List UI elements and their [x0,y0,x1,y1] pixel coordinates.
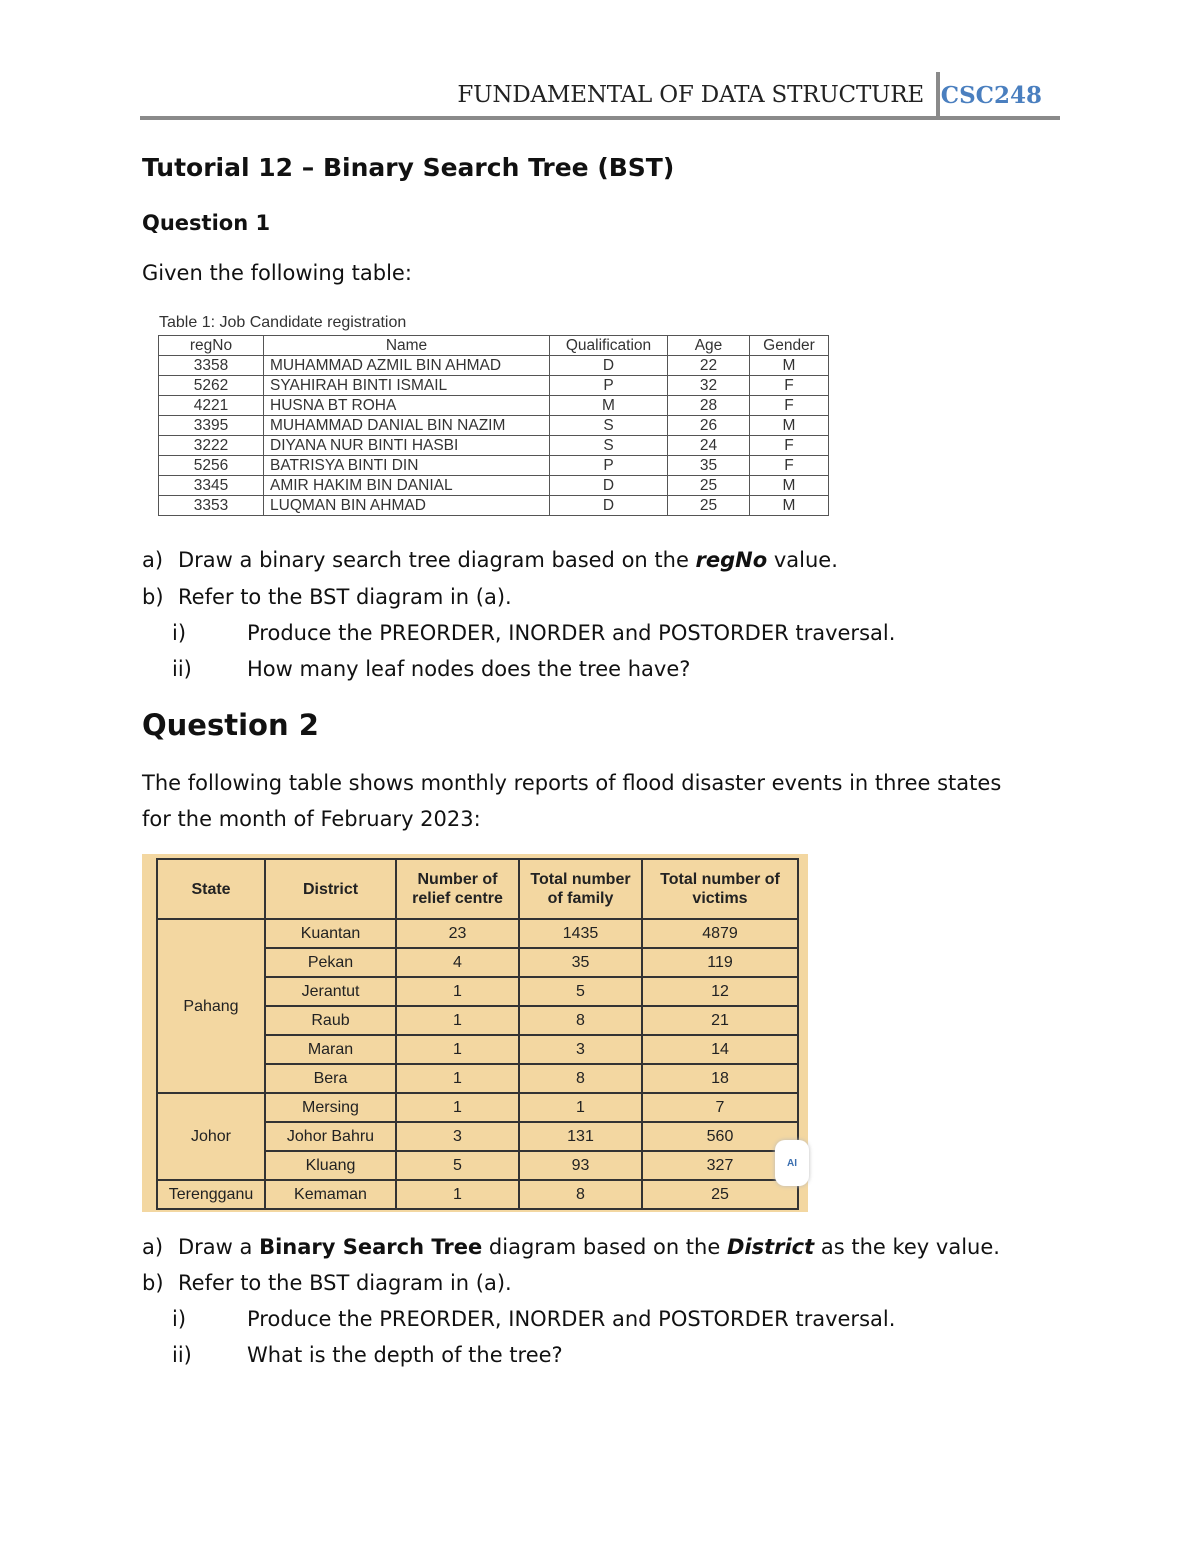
cell-victims: 327 [642,1151,798,1180]
cell-age: 24 [668,436,750,456]
question-2-intro-line2: for the month of February 2023: [142,807,481,831]
q1-item-i-text: Produce the PREORDER, INORDER and POSTORDER traversal. [247,621,896,645]
cell-age: 25 [668,496,750,516]
table-row [159,376,829,396]
cell-state: Pahang [157,919,265,1093]
cell-age: 32 [668,376,750,396]
cell-qualification: S [550,416,668,436]
question-1-heading: Question 1 [142,211,271,235]
cell-district: Maran [265,1035,396,1064]
cell-district: Bera [265,1064,396,1093]
cell-gender: M [750,496,829,516]
cell-relief-centre: 1 [396,1035,519,1064]
cell-district: Raub [265,1006,396,1035]
ai-badge-label: AI [787,1157,797,1169]
q2-item-ii-label: ii) [172,1343,192,1367]
cell-relief-centre: 1 [396,1064,519,1093]
cell-age: 28 [668,396,750,416]
col-header-gender: Gender [750,336,829,356]
cell-relief-centre: 23 [396,919,519,948]
q1-item-a-label: a) [142,548,164,572]
col-header-victims: Total number of victims [642,859,798,919]
cell-regno: 3395 [159,416,264,436]
q2-item-b-label: b) [142,1271,164,1295]
cell-qualification: D [550,496,668,516]
cell-relief-centre: 1 [396,977,519,1006]
cell-family: 93 [519,1151,642,1180]
cell-victims: 25 [642,1180,798,1209]
cell-victims: 12 [642,977,798,1006]
q1-item-a-key: regNo [695,548,768,572]
cell-regno: 3353 [159,496,264,516]
q1-item-ii-label: ii) [172,657,192,681]
cell-qualification: M [550,396,668,416]
cell-district: Johor Bahru [265,1122,396,1151]
cell-name: DIYANA NUR BINTI HASBI [264,436,550,456]
table-row [157,1093,798,1122]
cell-district: Kluang [265,1151,396,1180]
cell-victims: 14 [642,1035,798,1064]
flood-report-table [156,858,799,1210]
cell-family: 1435 [519,919,642,948]
cell-qualification: P [550,376,668,396]
table-row [157,1180,798,1209]
page-title: Tutorial 12 – Binary Search Tree (BST) [142,153,675,182]
cell-age: 25 [668,476,750,496]
cell-age: 35 [668,456,750,476]
header-course-title: FUNDAMENTAL OF DATA STRUCTURE [457,82,924,108]
table-header-row [157,859,798,919]
cell-gender: F [750,396,829,416]
q2-item-i-text: Produce the PREORDER, INORDER and POSTORDER traversal. [247,1307,896,1331]
cell-qualification: S [550,436,668,456]
table-row [159,436,829,456]
cell-relief-centre: 5 [396,1151,519,1180]
cell-district: Kuantan [265,919,396,948]
cell-regno: 3358 [159,356,264,376]
cell-family: 8 [519,1180,642,1209]
cell-relief-centre: 1 [396,1093,519,1122]
cell-age: 26 [668,416,750,436]
cell-gender: M [750,476,829,496]
cell-relief-centre: 1 [396,1006,519,1035]
cell-name: MUHAMMAD AZMIL BIN AHMAD [264,356,550,376]
cell-district: Jerantut [265,977,396,1006]
cell-regno: 3222 [159,436,264,456]
cell-district: Kemaman [265,1180,396,1209]
cell-victims: 7 [642,1093,798,1122]
col-header-family: Total number of family [519,859,642,919]
q1-item-b-text: Refer to the BST diagram in (a). [178,585,512,609]
q2-item-i-label: i) [172,1307,187,1331]
q2-item-b-text: Refer to the BST diagram in (a). [178,1271,512,1295]
question-1-intro: Given the following table: [142,261,412,285]
cell-victims: 18 [642,1064,798,1093]
col-header-name: Name [264,336,550,356]
cell-victims: 21 [642,1006,798,1035]
cell-family: 131 [519,1122,642,1151]
job-candidate-table [158,335,829,516]
ai-assistant-badge[interactable] [775,1140,809,1186]
col-header-qualification: Qualification [550,336,668,356]
cell-relief-centre: 4 [396,948,519,977]
q2-item-a-key: District [726,1235,815,1259]
col-header-regno: regNo [159,336,264,356]
cell-regno: 4221 [159,396,264,416]
table-row [159,456,829,476]
table-header-row [159,336,829,356]
cell-name: HUSNA BT ROHA [264,396,550,416]
cell-name: BATRISYA BINTI DIN [264,456,550,476]
cell-qualification: D [550,356,668,376]
cell-name: SYAHIRAH BINTI ISMAIL [264,376,550,396]
q2-item-a-text [178,1235,1000,1259]
q1-item-a-pre: Draw a binary search tree diagram based on the [178,548,696,572]
cell-age: 22 [668,356,750,376]
q1-item-a-post: value. [767,548,838,572]
cell-gender: M [750,416,829,436]
cell-regno: 5256 [159,456,264,476]
header-divider [936,72,940,116]
question-2-heading: Question 2 [142,708,319,742]
cell-family: 1 [519,1093,642,1122]
q2-item-a-bold: Binary Search Tree [259,1235,483,1259]
q1-item-ii-text: How many leaf nodes does the tree have? [247,657,691,681]
cell-name: AMIR HAKIM BIN DANIAL [264,476,550,496]
col-header-district: District [265,859,396,919]
cell-family: 35 [519,948,642,977]
table-row [159,416,829,436]
cell-district: Mersing [265,1093,396,1122]
cell-state: Johor [157,1093,265,1180]
q1-item-i-label: i) [172,621,187,645]
cell-gender: M [750,356,829,376]
table-row [159,476,829,496]
cell-name: MUHAMMAD DANIAL BIN NAZIM [264,416,550,436]
cell-state: Terengganu [157,1180,265,1209]
cell-regno: 5262 [159,376,264,396]
q2-item-a-pre: Draw a [178,1235,260,1259]
cell-family: 8 [519,1006,642,1035]
q2-item-a-post: as the key value. [814,1235,1000,1259]
cell-name: LUQMAN BIN AHMAD [264,496,550,516]
cell-relief-centre: 1 [396,1180,519,1209]
header-course-code: CSC248 [940,82,1042,109]
q1-item-b-label: b) [142,585,164,609]
question-2-intro-line1: The following table shows monthly reports of flood disaster events in three states [142,771,1002,795]
q2-item-a-label: a) [142,1235,164,1259]
table-1-caption: Table 1: Job Candidate registration [159,314,407,331]
table-row [157,919,798,948]
cell-gender: F [750,456,829,476]
cell-regno: 3345 [159,476,264,496]
page-header [140,68,1060,120]
cell-gender: F [750,376,829,396]
cell-qualification: D [550,476,668,496]
cell-family: 8 [519,1064,642,1093]
col-header-age: Age [668,336,750,356]
cell-qualification: P [550,456,668,476]
cell-gender: F [750,436,829,456]
q2-item-ii-text: What is the depth of the tree? [247,1343,563,1367]
col-header-state: State [157,859,265,919]
table-row [159,396,829,416]
cell-family: 5 [519,977,642,1006]
cell-district: Pekan [265,948,396,977]
cell-victims: 119 [642,948,798,977]
q2-item-a-mid: diagram based on the [482,1235,727,1259]
cell-victims: 560 [642,1122,798,1151]
cell-relief-centre: 3 [396,1122,519,1151]
table-row [159,496,829,516]
col-header-relief-centre: Number of relief centre [396,859,519,919]
q1-item-a-text [178,548,838,572]
cell-family: 3 [519,1035,642,1064]
cell-victims: 4879 [642,919,798,948]
table-row [159,356,829,376]
flood-report-table-image [142,854,808,1212]
